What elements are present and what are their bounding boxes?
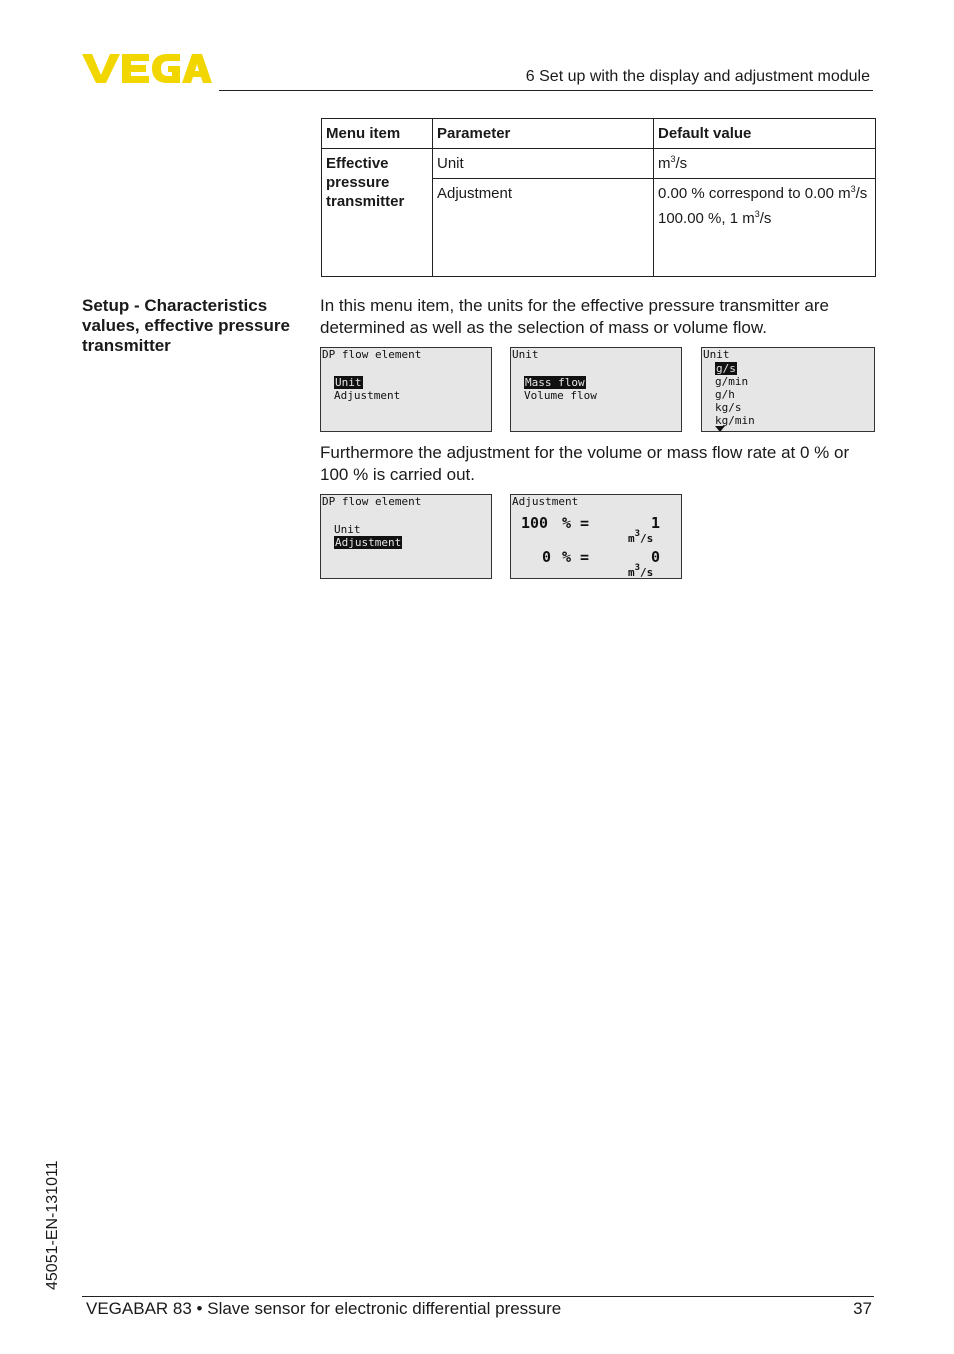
menu-item-cell: Effective pressure transmitter [322, 149, 433, 277]
unit-tail: /s [675, 155, 688, 172]
lcd-title: Adjustment [512, 495, 579, 508]
lcd-unit-option: kg/min [715, 414, 755, 427]
header-divider [219, 90, 873, 91]
intro-paragraph: In this menu item, the units for the effective pressure transmitter are determined as well as the selection of mass or volume flow. [320, 296, 829, 337]
default-text: 100.00 %, 1 m [658, 210, 755, 227]
followup-paragraph: Furthermore the adjustment for the volume or mass flow rate at 0 % or 100 % is carried out. [320, 443, 850, 484]
page-number: 37 [853, 1299, 872, 1318]
lcd-unit-text: m [628, 532, 635, 545]
unit-tail: /s [759, 210, 772, 227]
lcd-volume-flow: Volume flow [524, 389, 597, 402]
lcd-screen-unit-list [701, 347, 875, 432]
lcd-unit-option: g/min [715, 375, 749, 388]
lcd-unit-option-selected: g/s [716, 362, 736, 375]
lcd-menu-unit-selected: Unit [335, 376, 362, 389]
lcd-unit-option: kg/s [715, 401, 742, 414]
col-header-default-value: Default value [654, 119, 876, 149]
lcd-pct-0: 0 [542, 548, 552, 566]
lcd-pct-equals: % = [562, 514, 590, 532]
vega-logo [82, 52, 212, 84]
lcd-unit-sup: 3 [634, 529, 641, 539]
unit-tail: /s [855, 185, 868, 202]
scroll-down-arrow-icon [715, 426, 725, 432]
side-heading: Setup - Characteristics values, effective pressure transmitter [82, 296, 290, 355]
default-value-cell [654, 179, 876, 277]
table-header-row [322, 119, 876, 149]
lcd-screen-dp-flow-adjustment [320, 494, 492, 579]
unit-sup: 3 [754, 209, 760, 219]
lcd-menu-adjustment-selected: Adjustment [335, 536, 402, 549]
lcd-title: Unit [512, 348, 539, 361]
lcd-title: DP flow element [322, 495, 422, 508]
default-line-2 [658, 209, 871, 228]
footer-product-title: VEGABAR 83 • Slave sensor for electronic differential pressure [86, 1299, 562, 1318]
col-header-menu-item: Menu item [322, 119, 433, 149]
default-value-cell [654, 149, 876, 179]
lcd-menu-unit: Unit [334, 523, 361, 536]
lcd-pct-100: 100 [521, 514, 549, 532]
parameter-cell: Adjustment [433, 179, 654, 277]
lcd-unit-sup: 3 [634, 563, 641, 573]
lcd-value-0: 0 [651, 548, 661, 566]
lcd-value-1: 1 [651, 514, 661, 532]
lcd-unit-option: g/h [715, 388, 735, 401]
lcd-unit-tail: /s [640, 566, 654, 579]
lcd-unit-tail: /s [640, 532, 654, 545]
lcd-screen-dp-flow-unit [320, 347, 492, 432]
unit-sup: 3 [850, 184, 856, 194]
lcd-pct-equals: % = [562, 548, 590, 566]
lcd-title: DP flow element [322, 348, 422, 361]
lcd-unit-2 [628, 563, 654, 579]
lcd-unit-1 [628, 529, 654, 545]
lcd-screen-adjustment-values [510, 494, 682, 579]
section-title: 6 Set up with the display and adjustment module [525, 68, 870, 85]
lcd-title: Unit [703, 348, 730, 361]
unit-sup: 3 [670, 154, 676, 164]
document-number: 45051-EN-131011 [44, 1160, 61, 1290]
parameter-table [321, 118, 876, 277]
parameter-cell: Unit [433, 149, 654, 179]
lcd-mass-flow-selected: Mass flow [525, 376, 585, 389]
lcd-unit-text: m [628, 566, 635, 579]
unit-text: m [658, 155, 671, 172]
lcd-menu-adjustment: Adjustment [334, 389, 401, 402]
default-line-1 [658, 184, 871, 203]
default-text: 0.00 % correspond to 0.00 m [658, 185, 851, 202]
lcd-screen-unit-flow [510, 347, 682, 432]
footer-divider [82, 1296, 874, 1297]
table-row [322, 149, 876, 179]
col-header-parameter: Parameter [433, 119, 654, 149]
